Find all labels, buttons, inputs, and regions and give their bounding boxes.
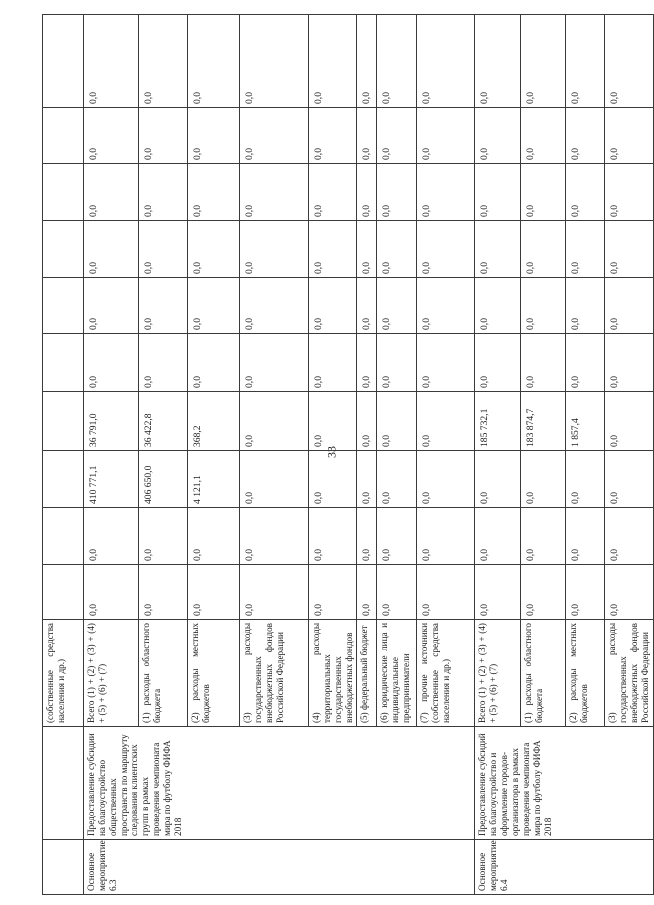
value-cell: 410 771,1 — [84, 451, 139, 508]
value-cell: 183 874,7 — [521, 392, 566, 451]
value-cell: 0,0 — [521, 565, 566, 620]
funding-source-cell: (1) расходы областного бюджета — [139, 620, 188, 727]
value-cell: 0,0 — [566, 508, 605, 565]
value-cell: 0,0 — [357, 15, 377, 108]
value-cell: 0,0 — [417, 565, 475, 620]
value-cell: 0,0 — [475, 108, 521, 164]
value-cell: 0,0 — [309, 278, 357, 334]
value-cell — [43, 334, 84, 392]
value-cell: 0,0 — [605, 164, 653, 221]
value-cell: 0,0 — [240, 108, 309, 164]
value-cell: 0,0 — [240, 164, 309, 221]
value-cell: 0,0 — [605, 565, 653, 620]
value-cell: 0,0 — [188, 508, 240, 565]
budget-table — [42, 14, 654, 895]
funding-source-cell: (1) расходы областного бюджета — [521, 620, 566, 727]
value-cell: 0,0 — [139, 565, 188, 620]
value-cell: 0,0 — [84, 334, 139, 392]
value-cell: 0,0 — [357, 221, 377, 278]
value-cell: 4 121,1 — [188, 451, 240, 508]
value-cell: 0,0 — [417, 451, 475, 508]
value-cell: 0,0 — [188, 221, 240, 278]
value-cell: 0,0 — [139, 108, 188, 164]
value-cell: 0,0 — [417, 334, 475, 392]
funding-source-cell: (собственные средства населения и др.) — [43, 620, 84, 727]
value-cell: 0,0 — [417, 392, 475, 451]
value-cell: 0,0 — [566, 278, 605, 334]
funding-source-cell: (4) расходы территориальных государственных внебюджетных фондов — [309, 620, 357, 727]
value-cell: 0,0 — [605, 392, 653, 451]
value-cell: 0,0 — [240, 278, 309, 334]
value-cell: 0,0 — [475, 278, 521, 334]
value-cell: 0,0 — [357, 392, 377, 451]
value-cell: 0,0 — [521, 164, 566, 221]
value-cell — [43, 164, 84, 221]
value-cell: 0,0 — [377, 451, 417, 508]
value-cell: 0,0 — [521, 278, 566, 334]
value-cell: 0,0 — [475, 451, 521, 508]
value-cell: 0,0 — [475, 565, 521, 620]
value-cell: 0,0 — [475, 334, 521, 392]
value-cell: 0,0 — [240, 451, 309, 508]
value-cell: 0,0 — [417, 108, 475, 164]
value-cell: 0,0 — [139, 278, 188, 334]
value-cell: 0,0 — [188, 278, 240, 334]
value-cell: 36 422,8 — [139, 392, 188, 451]
value-cell: 0,0 — [521, 334, 566, 392]
value-cell: 0,0 — [566, 108, 605, 164]
value-cell: 0,0 — [475, 221, 521, 278]
value-cell: 0,0 — [188, 334, 240, 392]
funding-source-cell: (5) федеральный бюджет — [357, 620, 377, 727]
value-cell: 0,0 — [377, 334, 417, 392]
value-cell — [43, 392, 84, 451]
value-cell: 0,0 — [605, 221, 653, 278]
funding-source-cell: (2) расходы местных бюджетов — [566, 620, 605, 727]
value-cell — [43, 451, 84, 508]
event-code-cell — [43, 840, 84, 895]
value-cell — [43, 508, 84, 565]
value-cell: 0,0 — [377, 164, 417, 221]
value-cell: 0,0 — [417, 508, 475, 565]
value-cell: 0,0 — [84, 108, 139, 164]
value-cell: 0,0 — [139, 508, 188, 565]
value-cell: 0,0 — [377, 15, 417, 108]
value-cell: 0,0 — [475, 164, 521, 221]
value-cell: 0,0 — [521, 108, 566, 164]
value-cell — [43, 565, 84, 620]
value-cell: 0,0 — [566, 221, 605, 278]
table-row — [84, 15, 139, 895]
value-cell: 185 732,1 — [475, 392, 521, 451]
value-cell: 0,0 — [377, 108, 417, 164]
value-cell: 0,0 — [605, 334, 653, 392]
value-cell: 0,0 — [417, 278, 475, 334]
value-cell: 0,0 — [309, 565, 357, 620]
value-cell: 0,0 — [139, 334, 188, 392]
funding-source-cell: (3) расходы государственных внебюджетных фондов Российской Федерации — [240, 620, 309, 727]
value-cell: 406 650,0 — [139, 451, 188, 508]
rotated-table-wrapper — [42, 15, 651, 895]
value-cell: 0,0 — [605, 15, 653, 108]
event-name-cell: Предоставление субсидии на благоустройство общественных пространств по маршруту следования клиентских групп в рамках проведения чемпионата мира по футболу ФИФА 2018 — [84, 727, 475, 840]
value-cell: 0,0 — [357, 278, 377, 334]
value-cell — [43, 221, 84, 278]
value-cell: 0,0 — [188, 164, 240, 221]
value-cell: 0,0 — [357, 565, 377, 620]
value-cell: 0,0 — [357, 334, 377, 392]
value-cell: 36 791,0 — [84, 392, 139, 451]
value-cell: 1 857,4 — [566, 392, 605, 451]
value-cell: 0,0 — [84, 15, 139, 108]
value-cell: 0,0 — [377, 221, 417, 278]
funding-source-cell: Всего (1) + (2) + (3) + (4) + (5) + (6) + (7) — [84, 620, 139, 727]
value-cell: 0,0 — [309, 108, 357, 164]
value-cell: 0,0 — [84, 221, 139, 278]
value-cell: 0,0 — [566, 565, 605, 620]
value-cell: 0,0 — [566, 164, 605, 221]
value-cell: 0,0 — [240, 392, 309, 451]
value-cell: 0,0 — [188, 15, 240, 108]
value-cell: 0,0 — [357, 164, 377, 221]
value-cell: 0,0 — [240, 565, 309, 620]
value-cell: 0,0 — [377, 278, 417, 334]
value-cell: 0,0 — [377, 508, 417, 565]
value-cell: 0,0 — [240, 508, 309, 565]
value-cell: 0,0 — [521, 451, 566, 508]
value-cell: 0,0 — [475, 508, 521, 565]
funding-source-cell: (3) расходы государственных внебюджетных фондов Российской Федерации — [605, 620, 653, 727]
value-cell: 0,0 — [377, 392, 417, 451]
value-cell: 0,0 — [377, 565, 417, 620]
value-cell: 0,0 — [605, 451, 653, 508]
value-cell: 0,0 — [357, 451, 377, 508]
value-cell: 0,0 — [566, 334, 605, 392]
event-name-cell — [43, 727, 84, 840]
page-number: 33 — [324, 446, 339, 458]
value-cell: 368,2 — [188, 392, 240, 451]
value-cell: 0,0 — [566, 15, 605, 108]
value-cell: 0,0 — [605, 108, 653, 164]
table-row — [475, 15, 521, 895]
value-cell: 0,0 — [309, 334, 357, 392]
value-cell: 0,0 — [84, 565, 139, 620]
value-cell — [43, 278, 84, 334]
value-cell: 0,0 — [417, 221, 475, 278]
value-cell: 0,0 — [240, 15, 309, 108]
value-cell: 0,0 — [309, 221, 357, 278]
value-cell: 0,0 — [309, 164, 357, 221]
value-cell — [43, 15, 84, 108]
value-cell: 0,0 — [357, 508, 377, 565]
event-name-cell: Предоставление субсидий на благоустройство и оформление городов-организатора в рамках проведения чемпионата мира по футболу ФИФА 2018 — [475, 727, 653, 840]
value-cell: 0,0 — [309, 15, 357, 108]
value-cell — [43, 108, 84, 164]
value-cell: 0,0 — [84, 164, 139, 221]
value-cell: 0,0 — [139, 221, 188, 278]
funding-source-cell: (2) расходы местных бюджетов — [188, 620, 240, 727]
value-cell: 0,0 — [309, 451, 357, 508]
value-cell: 0,0 — [521, 221, 566, 278]
value-cell: 0,0 — [417, 164, 475, 221]
value-cell: 0,0 — [240, 334, 309, 392]
value-cell: 0,0 — [521, 15, 566, 108]
table-body — [43, 15, 654, 895]
value-cell: 0,0 — [309, 508, 357, 565]
value-cell: 0,0 — [605, 508, 653, 565]
event-code-cell: Основное мероприятие 6.3 — [84, 840, 475, 895]
value-cell: 0,0 — [188, 565, 240, 620]
value-cell: 0,0 — [240, 221, 309, 278]
value-cell: 0,0 — [139, 164, 188, 221]
value-cell: 0,0 — [84, 278, 139, 334]
value-cell: 0,0 — [309, 392, 357, 451]
funding-source-cell: (7) прочие источники (собственные средства населения и др.) — [417, 620, 475, 727]
event-code-cell: Основное мероприятие 6.4 — [475, 840, 653, 895]
value-cell: 0,0 — [417, 15, 475, 108]
funding-source-cell: Всего (1) + (2) + (3) + (4) + (5) + (6) + (7) — [475, 620, 521, 727]
value-cell: 0,0 — [475, 15, 521, 108]
value-cell: 0,0 — [605, 278, 653, 334]
table-row — [43, 15, 84, 895]
funding-source-cell: (6) юридические лица и индивидуальные предприниматели — [377, 620, 417, 727]
value-cell: 0,0 — [139, 15, 188, 108]
value-cell: 0,0 — [188, 108, 240, 164]
value-cell: 0,0 — [521, 508, 566, 565]
value-cell: 0,0 — [84, 508, 139, 565]
value-cell: 0,0 — [566, 451, 605, 508]
value-cell: 0,0 — [357, 108, 377, 164]
